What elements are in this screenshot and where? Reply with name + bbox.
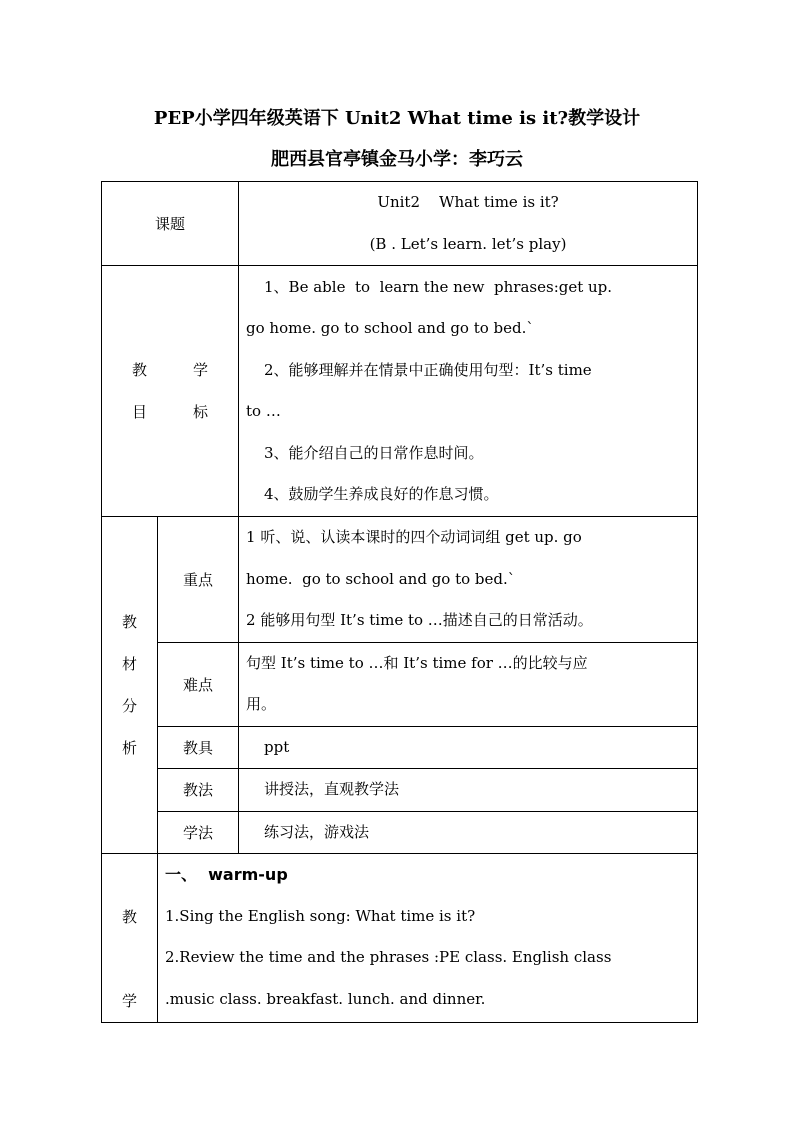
learning-method-label: 学法 bbox=[183, 823, 214, 842]
objectives-label-cell bbox=[102, 266, 239, 517]
teaching-method-row bbox=[102, 769, 698, 812]
objective-line: 2、能够理解并在情景中正确使用句型：It’s time bbox=[264, 360, 592, 379]
objectives-row bbox=[102, 266, 698, 517]
process-section-heading: 一、 warm-up bbox=[165, 865, 288, 884]
objective-line: 1、Be able to learn the new phrases:get up. bbox=[264, 277, 613, 296]
teaching-aids-label-cell bbox=[158, 726, 239, 769]
objective-line: to … bbox=[246, 402, 281, 420]
analysis-label-char: 析 bbox=[121, 739, 137, 757]
difficulty-line: 句型 It’s time to …和 It’s time for …的比较与应 bbox=[246, 653, 588, 672]
learning-method-label-cell bbox=[158, 811, 239, 854]
process-label-char: 学 bbox=[121, 992, 137, 1010]
key-points-label-cell bbox=[158, 517, 239, 643]
difficulties-row bbox=[102, 642, 698, 726]
analysis-label-char: 材 bbox=[121, 655, 137, 673]
analysis-label-char: 分 bbox=[121, 697, 137, 715]
objectives-label-char: 教 bbox=[132, 361, 148, 379]
key-points-row bbox=[102, 517, 698, 643]
topic-label-cell bbox=[102, 182, 239, 266]
teaching-aids-row bbox=[102, 726, 698, 769]
teaching-aids-value: ppt bbox=[264, 737, 290, 756]
teaching-aids-content-cell bbox=[239, 726, 698, 769]
difficulty-line: 用。 bbox=[246, 695, 277, 713]
process-label-cell bbox=[102, 854, 158, 1023]
analysis-label-char: 教 bbox=[121, 613, 137, 631]
author-line: 肥西县官亭镇金马小学：李巧云 bbox=[271, 149, 523, 170]
process-content-cell bbox=[158, 854, 698, 1023]
topic-content-cell bbox=[239, 182, 698, 266]
process-line: 1.Sing the English song: What time is it? bbox=[165, 906, 476, 925]
process-line: 2.Review the time and the phrases :PE class. English class bbox=[165, 948, 612, 966]
topic-line-1: Unit2 What time is it? bbox=[377, 193, 559, 211]
lesson-plan-table bbox=[101, 181, 698, 1023]
process-line: .music class. breakfast. lunch. and dinner. bbox=[165, 989, 486, 1008]
difficulties-content-cell bbox=[239, 642, 698, 726]
teaching-method-value: 讲授法，直观教学法 bbox=[264, 780, 400, 798]
difficulties-label-cell bbox=[158, 642, 239, 726]
key-point-line: 1 听、说、认读本课时的四个动词词组 get up. go bbox=[246, 528, 582, 546]
objective-line: 4、鼓励学生养成良好的作息习惯。 bbox=[264, 485, 499, 503]
learning-method-content-cell bbox=[239, 811, 698, 854]
teaching-method-label: 教法 bbox=[183, 781, 214, 800]
process-label-char: 教 bbox=[121, 908, 137, 926]
objective-line: 3、能介绍自己的日常作息时间。 bbox=[264, 443, 484, 462]
key-points-label: 重点 bbox=[183, 570, 214, 589]
objectives-label-char: 标 bbox=[192, 403, 208, 421]
learning-method-value: 练习法，游戏法 bbox=[264, 822, 370, 841]
topic-label: 课题 bbox=[155, 215, 186, 233]
teaching-method-label-cell bbox=[158, 769, 239, 812]
key-points-content-cell bbox=[239, 517, 698, 643]
topic-line-2: (B . Let’s learn. let’s play) bbox=[369, 234, 567, 253]
objectives-label-char: 学 bbox=[192, 361, 208, 379]
objective-line: go home. go to school and go to bed.` bbox=[246, 319, 534, 337]
objectives-label-char: 目 bbox=[132, 403, 148, 421]
teaching-method-content-cell bbox=[239, 769, 698, 812]
key-point-line: 2 能够用句型 It’s time to …描述自己的日常活动。 bbox=[246, 611, 593, 629]
objectives-content-cell bbox=[239, 266, 698, 517]
learning-method-row bbox=[102, 811, 698, 854]
document-title: PEP小学四年级英语下 Unit2 What time is it?教学设计 bbox=[153, 108, 641, 129]
difficulties-label: 难点 bbox=[183, 675, 214, 694]
teaching-aids-label: 教具 bbox=[183, 738, 214, 757]
process-row bbox=[102, 854, 698, 1023]
topic-row bbox=[102, 182, 698, 266]
key-point-line: home. go to school and go to bed.` bbox=[246, 569, 516, 588]
analysis-label-cell bbox=[102, 517, 158, 854]
